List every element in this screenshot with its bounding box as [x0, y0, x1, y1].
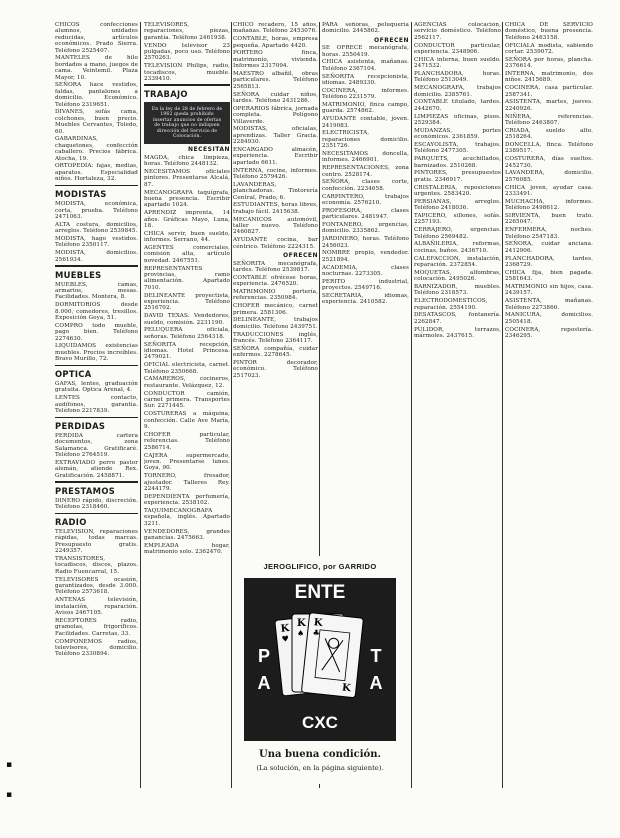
classified-ad: PLANCHADORA, tardes. 2368729. [505, 255, 593, 269]
column-rule [411, 22, 412, 788]
classified-ad: MECANOGRAFA taquígrafa, buena presencia. Escribir apartado 1024. [144, 189, 230, 209]
classified-ad: GAFAS, lentes, graduación gratuita. Optica Arenal, 4. [55, 381, 138, 394]
classified-ad: DESATASCOS, fontanería. 2262847. [414, 312, 501, 325]
classified-ad: PERDIDA cartera documentos, zona Salamanca. Gratificaré. Teléfono 2764519. [55, 433, 138, 459]
svg-text:K: K [313, 617, 323, 629]
classified-ad: TORNERO, fresador, ajustador. Talleres Rey. 2244179. [144, 473, 230, 492]
classified-ad: SEÑORITA mecanógrafa, tardes. Teléfono 2539817. [233, 260, 318, 273]
classified-ad: SEÑORA hace vestidos, faldas, pantalones a domicilio. Económico. Teléfono 2319651. [55, 82, 138, 108]
classified-ad: MUCHACHA, informes. Teléfono 2498612. [505, 198, 593, 212]
classified-ad: OFICIAL electricista, carnet. Teléfono 2350668. [144, 362, 230, 375]
classified-ad: MOQUETAS, alfombras, colocación. 2495026. [414, 269, 501, 283]
classified-ad: MUEBLES, camas, armarios, mesas. Facilidades. Montera, 8. [55, 281, 138, 301]
subsection-heading: NECESITAN [188, 146, 230, 154]
classified-column-4 [322, 22, 409, 550]
classified-ad: DEPENDIENTA perfumería, experiencia. 2538102. [144, 493, 230, 507]
puzzle-illustration [244, 578, 396, 741]
classified-ad: ASISTENTA, martes, jueves. 2240926. [505, 99, 593, 112]
classified-ad: CHICO recadero, 15 años, mañanas. Teléfono 2453076. [233, 22, 318, 35]
classified-ad: GABARDINAS, chaquetones, confección caballero. Precios fábrica. Atocha, 19. [55, 136, 138, 162]
column-rule [140, 22, 141, 788]
classified-ad: PORTERO finca, matrimonio, vivienda. Informes 2317094. [233, 50, 318, 70]
classified-ad: TELEVISORES ocasión, garantizados, desde 3.000. Teléfono 2573618. [55, 576, 138, 596]
puzzle-letter-right-top: T [370, 646, 382, 666]
hieroglyph-puzzle [235, 556, 405, 784]
svg-text:♣: ♣ [312, 628, 321, 638]
classified-ad: MATRIMONIO sin hijos, casa. 2439157. [505, 284, 593, 297]
classified-ad: BARNIZADOR, muebles. Teléfono 2318573. [414, 284, 501, 297]
section-rule [55, 185, 138, 187]
section-rule [55, 365, 138, 367]
classified-ad: PERSIANAS, arreglos. Teléfono 2418036. [414, 198, 501, 212]
classified-ad: MECANICOS automóvil, taller nuevo. Teléfono 2460827. [233, 216, 318, 236]
classified-ad: CERRAJERO, urgencias. Teléfono 2569482. [414, 227, 501, 240]
puzzle-letter-left-top: P [257, 646, 271, 666]
classified-ad: CONTABLE, horas, empresa pequeña. Apartado 4420. [233, 36, 318, 49]
classified-ad: SEÑORITA recepción, idiomas. Hotel Princesa. 2479021. [144, 341, 230, 361]
puzzle-caption: Una buena condición. [259, 749, 381, 760]
puzzle-title: JEROGLIFICO, por GARRIDO [263, 562, 377, 571]
classified-ad: TAPICERO, sillones, sofás. 2257193. [414, 213, 501, 226]
classified-ad: MUDANZAS, portes económicos. 2361859. [414, 127, 501, 141]
margin-mark: ▪ [6, 790, 13, 800]
classified-column-2 [144, 22, 230, 794]
classified-ad: DONCELLA, finca. Teléfono 2389517. [505, 142, 593, 155]
classified-ad: PROFESORA, clases particulares. 2481947. [322, 207, 409, 221]
classified-ad: PULIDOR, terrazos, mármoles. 2437615. [414, 326, 501, 340]
classified-ad: TAQUIMECANOGRAFA española, inglés. Apartado 3211. [144, 507, 230, 527]
classified-ad: ENCARGADO almacén, experiencia. Escribir apartado 6611. [233, 147, 318, 166]
classified-ad: REPRESENTACIONES, zona centro. 2528174. [322, 165, 409, 178]
classified-ad: CAJERA supermercado, joven. Presentarse lunes. Goya, 90. [144, 452, 230, 472]
classified-ad: SEÑORITA recepcionista, idiomas. 2489330. [322, 73, 409, 87]
classified-ad: ACADEMIA, clases nocturnas. 2273305. [322, 264, 409, 278]
classified-ad: MATRIMONIO portería, referencias. 2350984. [233, 288, 318, 302]
classified-ad: TELEVISORES, reparaciones, piezas, garantía. Teléfono 2461938. [144, 22, 230, 41]
svg-text:K: K [297, 618, 306, 629]
classified-ad: SIRVIENTA, buen trato. 2265047. [505, 213, 593, 226]
classified-ad: CRIADA, sueldo alto. 2518264. [505, 127, 593, 141]
puzzle-word-top: ENTE [294, 582, 346, 603]
svg-text:K: K [280, 623, 290, 635]
section-heading: TRABAJO [144, 88, 188, 99]
classified-ad: ANTENAS televisión, instalación, reparación. Avisos 2467105. [55, 597, 138, 617]
classified-ad: ESCAYOLISTA, trabajos. Teléfono 2477305. [414, 142, 501, 155]
classified-ad: PINTOR decorador, económico. Teléfono 2517023. [233, 359, 318, 379]
classified-ad: CHICOS confecciones alumnos, unidades reducidas, artículos económicos. Prado Sierra. Teléfono 2525407. [55, 22, 138, 54]
classified-ad: OFICIALA modista, sabiendo cortar. 2539072. [505, 42, 593, 56]
puzzle-letter-left-bottom: A [257, 673, 271, 693]
classified-ad: AGENCIAS colocación, servicio doméstico. Teléfono 2562117. [414, 22, 501, 41]
classified-ad: COCINERA, informes. Teléfono 2231579. [322, 87, 409, 101]
classified-ad: VENDO televisor 23 pulgadas, poco uso. Teléfono 2570263. [144, 42, 230, 62]
classified-ad: MANTELES de hilo bordados a mano, juegos de cama. Veintemil. Plaza Mayor, 10. [55, 55, 138, 81]
classified-ad: PLANCHADORA, horas. Teléfono 2513049. [414, 71, 501, 84]
classified-ad: TRANSISTORES, tocadiscos, discos, plazos. Radio Fuencarral, 15. [55, 556, 138, 575]
classified-ad: ELECTRODOMESTICOS, reparación. 2554190. [414, 298, 488, 311]
classified-ad: NIÑERA, referencias. Teléfono 2463807. [505, 113, 593, 127]
classified-ad: OPERARIOS fábrica, jornada completa. Polígono Villaverde. [233, 105, 318, 125]
classified-ad: CONDUCTOR particular, experiencia. 2348906. [414, 42, 501, 56]
classified-ad: CAMAREROS, cocineros, restaurante. Velázquez, 12. [144, 376, 230, 389]
svg-text:♥: ♥ [281, 634, 290, 644]
classified-ad: NECESITAMOS oficiales pintores. Presentarse Alcalá, 87. [144, 168, 230, 188]
classified-ad: MODISTA, domicilios. 2561934. [55, 250, 138, 263]
classified-ad: ESTUDIANTES, horas libres, trabajo fácil. 2415638. [233, 202, 318, 215]
classified-ad: CHICA servir, buen sueldo, informes. Serrano, 44. [144, 230, 230, 244]
classified-ad: INTERNA, matrimonio, dos niños. 2415689. [505, 71, 593, 84]
section-heading: PERDIDAS [55, 421, 106, 431]
section-heading: MODISTAS [55, 189, 107, 200]
classified-ad: COMPONEMOS radios, televisores, domicilio. Teléfono 2330894. [55, 638, 138, 658]
classified-ad: ELECTRICISTA, reparaciones domicilio. 2351726. [322, 130, 409, 150]
classified-ad: CONTABLE titulado, tardes. 2442670. [414, 99, 501, 112]
classified-ad: ORTOPEDIA: fajas, medias, aparatos. Especialidad niños. Hortaleza, 32. [55, 163, 138, 183]
classified-ad: CONTABLE ofrécese horas, experiencia. 2476520. [233, 274, 318, 288]
classified-ad: CHICA DE SERVICIO doméstico, buena presencia. Teléfono 2463158. [505, 22, 593, 41]
classified-ad: ASISTENTA, mañanas. Teléfono 2273860. [505, 298, 593, 311]
subsection-heading: OFRECEN [374, 36, 409, 44]
classified-ad: DINERO rápido, discreción. Teléfono 2318460. [55, 497, 138, 511]
puzzle-solution-note: (La solución, en la página siguiente). [256, 764, 384, 772]
classified-ad: INTERNA, cocine, informes. Teléfono 2579426. [233, 167, 318, 181]
classified-ad: EMPLEADA hogar, matrimonio solo. 2362470. [144, 542, 230, 556]
svg-text:♠: ♠ [297, 629, 305, 638]
classified-ad: PERITO industrial, proyectos. 2549716. [322, 278, 409, 292]
classified-ad: SE OFRECE mecanógrafa, horas. 2550419. [322, 45, 409, 58]
classified-ad: CHICA interna, buen sueldo. 2471532. [414, 56, 501, 70]
classified-ad: COSTURERA, días sueltos. 2452730. [505, 156, 593, 169]
classified-ad: EXTRAVIADO perro pastor alemán, atiende Rex. Gratificación. 2458871. [55, 460, 138, 479]
classified-ad: NOMBRE propio, vendedor. 2521894. [322, 250, 409, 263]
section-heading: PRESTAMOS [55, 485, 116, 496]
classified-ad: CHOFER particular, referencias. Teléfono 2586714. [144, 431, 230, 451]
puzzle-letter-right-bottom: A [369, 673, 383, 693]
classified-ad: CRISTALERIA, reposiciones urgentes. 2583420. [414, 184, 501, 198]
classified-ad: JARDINERO, horas. Teléfono 2456023. [322, 236, 409, 249]
classified-ad: CHICA fija, bien pagada. 2581643. [505, 269, 593, 283]
classified-ad: COMPRO todo mueble, pago bien. Teléfono 2274630. [55, 322, 138, 342]
classified-ad: DAVID TEXAS. Vendedores, sueldo, comisión. 2231190. [144, 313, 230, 326]
classified-ad: SEÑORA compañía, cuidar enfermos. 2278645. [233, 345, 318, 359]
classified-ad: CONDUCTOR camión, carnet primera. Transportes Sur. 2271445. [144, 390, 230, 410]
classified-ad: DELINEANTE, trabajos domicilio. Teléfono 2439751. [233, 317, 318, 330]
classified-ad: MANICURA, domicilios. 2505418. [505, 312, 593, 325]
classified-ad: MAESTRO albañil, obras particulares. Teléfono 2565813. [233, 71, 318, 90]
section-rule [55, 417, 138, 419]
classified-column-6 [505, 22, 593, 794]
classified-ad: AYUDANTE cocina, bar céntrico. Teléfono 2224315. [233, 237, 318, 250]
classified-ad: MODISTA, hago vestidos. Teléfono 2350117. [55, 236, 138, 249]
classified-ad: CHICA asistenta, mañanas. Teléfono 2367104. [322, 59, 409, 72]
classified-ad: SEÑORA, clases corte, confección. 2234658. [322, 179, 409, 192]
classified-ad: COCINERA, casa particular. 2587341. [505, 85, 593, 98]
classified-ad: CARPINTERO, trabajos economía. 2576210. [322, 193, 409, 207]
classified-ad: LIQUIDAMOS existencias muebles. Precios increíbles. Bravo Murillo, 72. [55, 343, 138, 363]
classified-ad: MODISTAS, oficialas, aprendizas. Taller Gracia. 2284930. [233, 126, 318, 146]
classified-ad: MAGDA, chica limpieza, horas. Teléfono 2448132. [144, 154, 230, 168]
classified-ad: LENTES contacto, audífonos, garantía. Teléfono 2217839. [55, 395, 138, 415]
classified-ad: PELUQUERA oficiala, señoras. Teléfono 2564318. [144, 327, 230, 340]
subsection-heading: OFRECEN [283, 252, 318, 260]
classified-ad: CHOFER mecánico, carnet primera. 2581306. [233, 303, 318, 316]
puzzle-word-bottom: CXC [302, 713, 338, 732]
classified-ad: VENDEDORES, grandes ganancias. 2475663. [144, 528, 230, 541]
classified-ad: TRADUCCIONES inglés, francés. Teléfono 2364117. [233, 331, 318, 344]
classified-ad: LAVANDERAS, planchadoras. Tintorería Central, Prado, 6. [233, 181, 318, 201]
classified-column-3 [233, 22, 318, 550]
classified-ad: AGENTES comerciales, comisión alta, artículo novedad. 2467551. [144, 245, 230, 264]
classified-ad: DORMITORIOS desde 8.000, comedores, tresillos. Exposición Goya, 51. [55, 302, 138, 321]
classified-ad: ENFERMERA, noches. Teléfono 2547183. [505, 227, 593, 240]
puzzle-art [244, 578, 396, 741]
classified-ad: MECANOGRAFA, trabajos domicilio. 2385761. [414, 85, 501, 98]
classified-ad: SEÑORA por horas, plancha. 2376614. [505, 56, 593, 70]
classified-ad: COCINERA, repostería. 2346295. [505, 326, 593, 340]
classified-ad: RECEPTORES radio, gramolas, frigoríficos. Facilidades. Carretas, 33. [55, 617, 138, 637]
column-rule [231, 22, 232, 788]
classified-ad: MODISTA, económica, corta, prueba. Teléfono 2471063. [55, 201, 138, 221]
legal-notice: En la ley de 28 de febrero de 1962 queda prohibido insertar anuncios de ofertas de trabajo que no indiquen dirección del Servicio de Colocación. [144, 102, 230, 144]
classified-ad: SECRETARIA, idiomas, experiencia. 2410582. [322, 293, 409, 306]
classified-ad: PARQUETS, acuchillados, barnizados. 2510268. [414, 156, 501, 169]
margin-mark: ▪ [6, 760, 13, 770]
classified-ad: CALEFACCION, instalación, reparación. 2372854. [414, 255, 501, 269]
classified-ad: CHICA joven, ayudar casa. 2333491. [505, 184, 593, 198]
classified-ad: SEÑORA, cuidar anciana. 2412906. [505, 241, 593, 254]
section-rule [55, 265, 138, 267]
classified-ad: TELEVISION Philips, radio, tocadiscos, mueble. 2339410. [144, 63, 230, 83]
classified-ad: DELINEANTE proyectista, experiencia. Teléfono 2516702. [144, 292, 230, 312]
classified-ad: AYUDANTE contable, joven. 2419083. [322, 116, 409, 129]
classified-column-1 [55, 22, 138, 794]
classified-ad: TELEVISION, reparaciones rápidas, todas marcas. Presupuesto gratis. 2249357. [55, 529, 138, 555]
classified-ad: SEÑORA cuidar niños, tardes. Teléfono 2431286. [233, 91, 318, 105]
classified-column-5 [414, 22, 501, 794]
classified-ad: LIMPIEZAS oficinas, pisos. 2529384. [414, 113, 501, 127]
section-rule [55, 513, 138, 515]
classified-ad: FONTANERO, urgencias, domicilio. 2335862. [322, 222, 409, 235]
section-rule [144, 84, 230, 86]
classified-ad: REPRESENTANTES provincias, ramo alimentación. Apartado 7010. [144, 265, 230, 291]
column-rule [502, 22, 503, 788]
section-rule [55, 481, 138, 483]
classified-ad: LAVANDERA, domicilio. 2576085. [505, 170, 593, 183]
classified-ad: COSTURERAS a máquina, confección. Calle Ave María, 9. [144, 411, 230, 431]
classified-ad: PINTORES, presupuestos gratis. 2346917. [414, 170, 501, 183]
section-heading: MUEBLES [55, 269, 102, 280]
section-heading: OPTICA [55, 369, 92, 380]
classified-ad: PARA señoras, peluquería domicilio. 2445862. [322, 22, 409, 35]
svg-text:K: K [341, 682, 352, 695]
classified-ad: NECESITAMOS doncella, informes. 2466901. [322, 151, 409, 164]
classified-ad: ALBAÑILERIA, reformas, cocinas, baños. 2436710. [414, 241, 501, 254]
section-heading: RADIO [55, 517, 87, 528]
classified-ad: DIVANES, sofás cama, colchones, buen precio. Muebles Cervantes, Toledo, 60. [55, 109, 138, 135]
classified-ad: APRENDIZ imprenta, 14 años. Gráficas Mayo, Luna, 18. [144, 210, 230, 230]
classified-ad: ALTA costura, domicilios, arreglos. Teléfono 2539845. [55, 221, 138, 235]
classified-ad: MATRIMONIO, finca campo, guarda. 2574862. [322, 102, 409, 115]
